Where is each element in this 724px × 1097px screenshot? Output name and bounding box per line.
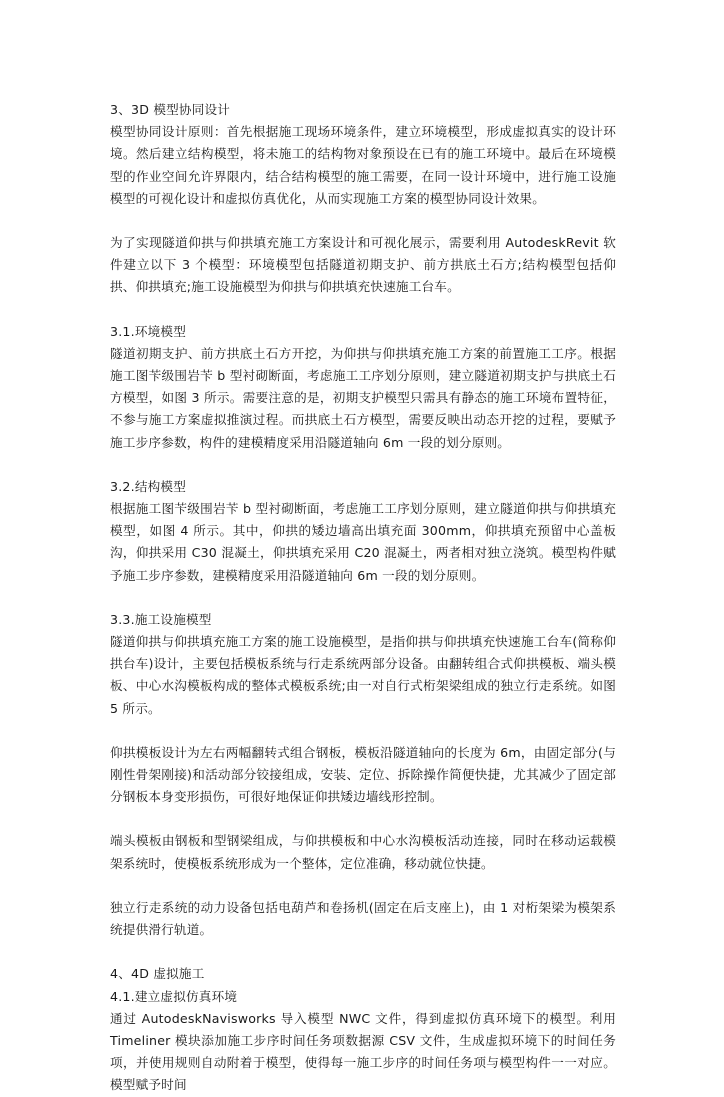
section-3-3-paragraph-2: 仰拱模板设计为左右两幅翻转式组合钢板，模板沿隧道轴向的长度为 6m，由固定部分(与刚性骨架刚接)和活动部分铰接组成，安装、定位、拆除操作简便快捷，尤其减少了固定部分钢板本身变形损伤，可很好地保证仰拱矮边墙线形控制。 <box>110 744 616 805</box>
section-3-1-heading: 3.1.环境模型 <box>110 323 187 339</box>
section-3-paragraph-1: 模型协同设计原则：首先根据施工现场环境条件，建立环境模型，形成虚拟真实的设计环境。然后建立结构模型，将未施工的结构物对象预设在已有的施工环境中。最后在环境模型的作业空间允许界限内，结合结构模型的施工需要，在同一设计环境中，进行施工设施模型的可视化设计和虚拟仿真优化，从而实现施工方案的模型协同设计效果。 <box>110 124 616 206</box>
paragraph-gap <box>110 720 616 742</box>
section-3-3-paragraph-1: 隧道仰拱与仰拱填充施工方案的施工设施模型，是指仰拱与仰拱填充快速施工台车(简称仰拱台车)设计，主要包括模板系统与行走系统两部分设备。由翻转组合式仰拱模板、端头模板、中心水沟模板构成的整体式模板系统;由一对自行式桁架梁组成的独立行走系统。如图 5 所示。 <box>110 634 616 716</box>
paragraph-gap <box>110 587 616 609</box>
section-3-paragraph-2: 为了实现隧道仰拱与仰拱填充施工方案设计和可视化展示，需要利用 AutodeskRevit 软件建立以下 3 个模型：环境模型包括隧道初期支护、前方拱底土石方;结构模型包括仰拱、仰拱填充;施工设施模型为仰拱与仰拱填充快速施工台车。 <box>110 235 616 295</box>
section-4-1-heading: 4.1.建立虚拟仿真环境 <box>110 988 238 1004</box>
section-3-3-heading: 3.3.施工设施模型 <box>110 611 212 627</box>
section-3-2-heading: 3.2.结构模型 <box>110 478 187 494</box>
section-3-3-paragraph-3: 端头模板由钢板和型钢梁组成，与仰拱模板和中心水沟模板活动连接，同时在移动运载模架系统时，使模板系统形成为一个整体，定位准确，移动就位快捷。 <box>110 833 616 871</box>
paragraph-gap <box>110 941 616 963</box>
paragraph-gap <box>110 454 616 476</box>
section-3-heading: 3、3D 模型协同设计 <box>110 102 231 117</box>
section-4-heading: 4、4D 虚拟施工 <box>110 966 205 982</box>
paragraph-gap <box>110 210 616 232</box>
section-3-1-paragraph-1: 隧道初期支护、前方拱底土石方开挖，为仰拱与仰拱填充施工方案的前置施工工序。根据施工图苄级围岩苄 b 型衬砌断面，考虑施工工序划分原则，建立隧道初期支护与拱底土石方模型，如图 3 所示。需要注意的是，初期支护模型只需具有静态的施工环境布置特征，不参与施工方案虚拟推演过程。而拱底土石方模型，需要反映出动态开挖的过程，要赋予施工步序参数，构件的建模精度采用沿隧道轴向 6m 一段的划分原则。 <box>110 345 616 450</box>
document-body <box>110 99 616 1097</box>
paragraph-gap <box>110 299 616 321</box>
section-4-1-paragraph-1: 通过 AutodeskNavisworks 导入模型 NWC 文件，得到虚拟仿真环境下的模型。利用 Timeliner 模块添加施工步序时间任务项数据源 CSV 文件，生成虚拟环境下的时间任务项，并使用规则自动附着于模型，使得每一施工步序的时间任务项与模型构件一一对应。模型赋予时间 <box>110 1010 616 1093</box>
paragraph-gap <box>110 808 616 830</box>
paragraph-gap <box>110 875 616 897</box>
section-3-2-paragraph-1: 根据施工图苄级围岩苄 b 型衬砌断面，考虑施工工序划分原则，建立隧道仰拱与仰拱填充模型，如图 4 所示。其中，仰拱的矮边墙高出填充面 300mm，仰拱填充预留中心盖板沟，仰拱采用 C30 混凝土，仰拱填充采用 C20 混凝土，两者相对独立浇筑。模型构件赋予施工步序参数，建模精度采用沿隧道轴向 6m 一段的划分原则。 <box>110 501 616 583</box>
section-3-3-paragraph-4: 独立行走系统的动力设备包括电葫芦和卷扬机(固定在后支座上)，由 1 对桁架梁为模架系统提供滑行轨道。 <box>110 899 616 938</box>
